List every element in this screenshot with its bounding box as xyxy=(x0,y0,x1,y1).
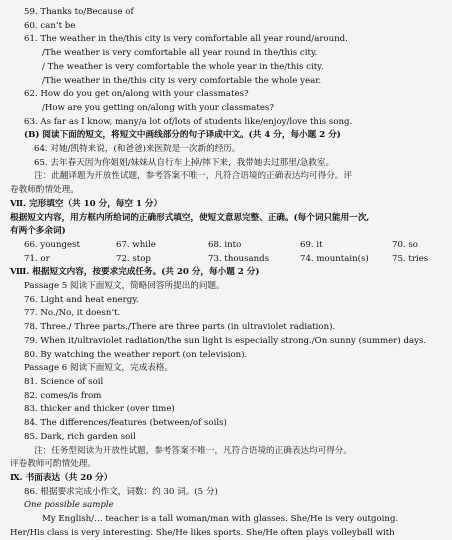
line-59: 59. Thanks to/Because of xyxy=(24,7,134,17)
cloze-answer: 71. or xyxy=(24,253,50,264)
line-77: 77. No./No, it doesn’t. xyxy=(24,308,121,319)
section-9-heading: Ⅸ. 书面表达（共 20 分） xyxy=(10,472,113,483)
line-61-alt2: / The weather is very comfortable the whole year in the/this city. xyxy=(42,61,324,72)
line-61-alt3: /The weather in the/this city is very comfortable the whole year. xyxy=(42,75,322,86)
sample-heading: One possible sample xyxy=(24,500,114,511)
line-62: 62. How do you get on/along with your classmates? xyxy=(24,89,249,100)
line-64: 64. 对她/凯特来说，(和爸爸)来医院是一次新的经历。 xyxy=(34,144,241,155)
section-8-heading: Ⅷ. 根据短文内容，按要求完成任务。(共 20 分，每小题 2 分) xyxy=(10,267,260,278)
cloze-answer: 67. while xyxy=(116,239,156,250)
cloze-answers xyxy=(10,239,429,266)
line-80: 80. By watching the weather report (on television). xyxy=(24,349,248,360)
section-7-instr-1: 根据短文内容，用方框内所给词的正确形式填空，使短文意思完整、正确。(每个词只能用一次, xyxy=(10,212,370,223)
note-reading-1: 注：任务型阅读为开放性试题，参考答案不唯一，凡符合语境的正确表达均可得分。 xyxy=(34,445,352,456)
line-78: 78. Three./ Three parts./There are three parts (in ultraviolet radiation). xyxy=(24,322,336,333)
line-63: 63. As far as I know, many/a lot of/lots of students like/enjoy/love this song. xyxy=(24,116,353,127)
line-61: 61. The weather in the/this city is very comfortable all year round/around. xyxy=(24,34,348,45)
note-reading-2: 评卷教师可酌情处理。 xyxy=(10,459,96,470)
line-85: 85. Dark, rich garden soil xyxy=(24,431,136,442)
cloze-answer: 66. youngest xyxy=(24,239,80,250)
line-76: 76. Light and heat energy. xyxy=(24,294,139,305)
cloze-answer: 75. tries xyxy=(392,253,429,264)
line-60: 60. can’t be xyxy=(24,20,76,31)
cloze-answer: 73. thousands xyxy=(208,253,270,264)
passage-5-heading: Passage 5 阅读下面短文，简略回答所提出的问题。 xyxy=(24,281,225,292)
cloze-answer: 70. so xyxy=(392,239,418,250)
line-82: 82. comes/is from xyxy=(24,390,102,401)
line-86: 86. 根据要求完成小作文，词数：约 30 词。(5 分) xyxy=(24,486,218,497)
cloze-answer: 74. mountain(s) xyxy=(300,253,369,264)
line-62-alt1: /How are you getting on/along with your classmates? xyxy=(42,102,274,113)
note-translation-2: 卷教师酌情处理。 xyxy=(10,185,79,196)
passage-6-heading: Passage 6 阅读下面短文，完成表格。 xyxy=(24,363,174,374)
cloze-answer: 68. into xyxy=(208,239,242,250)
line-79: 79. When it/ultraviolet radiation/the sun light is especially strong./On sunny (summer) days. xyxy=(24,335,427,346)
section-7-instr-2: 有两个多余词) xyxy=(10,226,66,237)
sample-line-2: Her/His class is very interesting. She/He likes sports. She/He often plays volleyball with xyxy=(10,527,395,538)
cloze-answer: 69. it xyxy=(300,239,323,250)
section-b-heading: (B) 阅读下面的短文，将短文中画线部分的句子译成中文。(共 4 分，每小题 2 分) xyxy=(24,130,341,141)
section-7-heading: Ⅶ. 完形填空（共 10 分，每空 1 分） xyxy=(10,198,163,209)
sample-line-1: My English/… teacher is a tall woman/man with glasses. She/He is very outgoing. xyxy=(42,514,399,525)
line-65: 65. 去年春天因为你姐姐/妹妹从自行车上掉/摔下来，我带她去过那里/急救室。 xyxy=(34,157,335,168)
line-83: 83. thicker and thicker (over time) xyxy=(24,404,175,415)
line-84: 84. The differences/features (between/of soils) xyxy=(24,418,227,429)
cloze-answer: 72. stop xyxy=(116,253,151,264)
note-translation-1: 注：此翻译题为开放性试题，参考答案不唯一，凡符合语境的正确表达均可得分。评 xyxy=(34,171,352,182)
line-81: 81. Science of soil xyxy=(24,376,104,387)
line-61-alt1: /The weather is very comfortable all year round in the/this city. xyxy=(42,48,318,59)
